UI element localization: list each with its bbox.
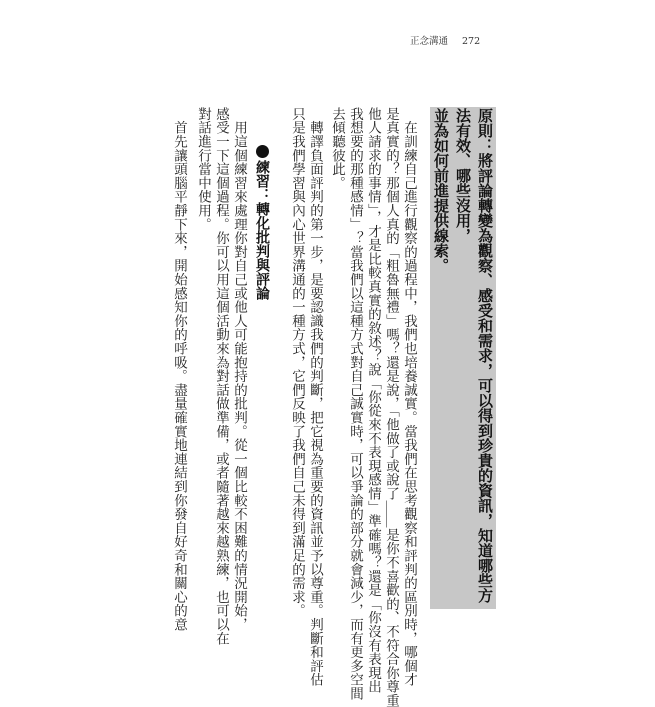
principle-line: 原則：將評論轉變為觀察、感受和需求，可以得到珍貴的資訊，知道哪些方法有效、哪些沒用，: [452, 107, 496, 609]
exercise-line: 首先讓頭腦平靜下來，開始感知你的呼吸。盡量確實地連結到你發自好奇和關心的意: [171, 107, 187, 632]
principle-box: [432, 107, 496, 609]
body-line: 只是我們學習與內心世界溝通的一種方式，它們反映了我們自己未得到滿足的需求。: [289, 107, 305, 618]
bullet-circle-icon: [256, 145, 269, 158]
running-header: [410, 33, 480, 47]
exercise-line: 感受一下這個過程。你可以用這個活動來為對話做準備，或者隨著越來越熟練，也可以在: [213, 107, 229, 646]
exercise-line: 用這個練習來處理你對自己或他人可能抱持的批判。從一個比較不困難的情況開始，: [231, 107, 247, 632]
body-line: 轉譯負面評判的第一步，是要認識我們的判斷，把它視為重要的資訊並予以尊重。判斷和評估: [307, 107, 323, 687]
exercise-heading: [253, 145, 271, 300]
body-line: 是真實的？那個人真的「粗魯無禮」嗎？還是說，「他做了或說了＿＿是你不喜歡的、不符合你尊重: [383, 107, 399, 707]
body-line: 我想要的那種感情」？當我們以這種方式對自己誠實時，可以爭論的部分就會減少，而有更多空間: [347, 107, 363, 701]
body-line: 在訓練自己進行觀察的過程中，我們也培養誠實。當我們在思考觀察和評判的區別時，哪個才: [401, 107, 417, 687]
page-number: 272: [462, 36, 481, 47]
body-line: 他人請求的事情」，才是比較真實的敘述？說「你從來不表現感情」準確嗎？還是「你沒有表現出: [365, 107, 381, 694]
exercise-title: 練習：轉化批判與評論: [254, 160, 270, 300]
body-line: 去傾聽彼此。: [329, 107, 345, 190]
principle-line: 並為如何前進提供線索。: [430, 107, 452, 609]
exercise-line: 對話進行當中使用。: [195, 107, 211, 232]
chapter-title: 正念溝通: [410, 36, 449, 47]
